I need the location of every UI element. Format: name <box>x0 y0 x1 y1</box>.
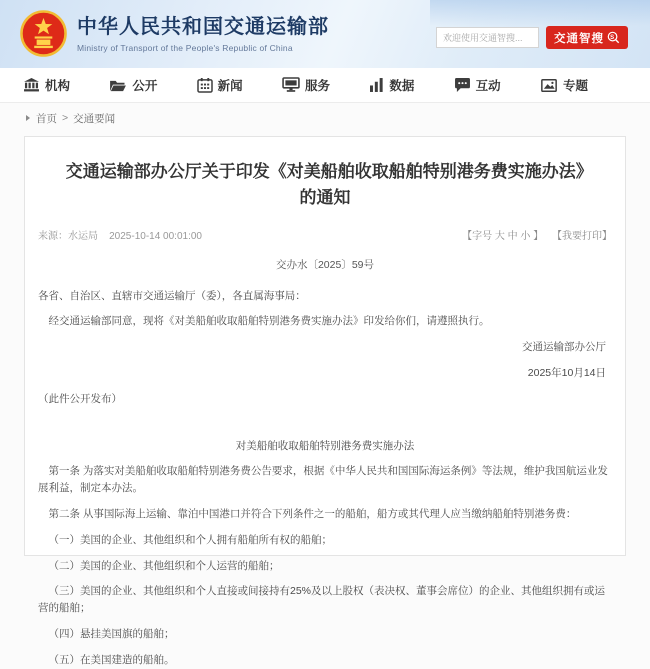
article-clause: 第二条 从事国际海上运输、靠泊中国港口并符合下列条件之一的船舶，船方或其代理人应当缴纳船舶特别港务费： <box>48 508 577 521</box>
article-meta-left <box>38 227 202 242</box>
nav-label: 专题 <box>562 79 588 93</box>
chat-icon <box>455 78 470 92</box>
monitor-icon <box>283 78 299 92</box>
article-meta <box>38 227 612 242</box>
bar-chart-icon <box>370 78 383 92</box>
article-title: 交通运输部办公厅关于印发《对美船舶收取船舶特别港务费实施办法》的通知 <box>65 162 585 208</box>
nav-item-xinwen[interactable] <box>198 76 243 94</box>
document-number: 交办水〔2025〕59号 <box>275 258 375 271</box>
article-source: 来源：水运局 <box>38 230 98 242</box>
nav-label: 机构 <box>45 79 71 93</box>
folder-icon <box>110 79 126 92</box>
nav-label: 服务 <box>304 79 330 93</box>
article-clause: 第一条 为落实对美船舶收取船舶特别港务费公告要求，根据《中华人民共和国国际海运条例》等法规，维护我国航运业发展利益，制定本办法。 <box>38 465 608 495</box>
site-brand <box>20 10 329 57</box>
article-clause: （二）美国的企业、其他组织和个人运营的船舶； <box>48 559 280 572</box>
search-area <box>436 26 628 49</box>
search-s-icon <box>607 31 620 44</box>
search-button-label: 交通智搜 <box>554 32 604 45</box>
nav-label: 公开 <box>132 79 158 93</box>
search-input[interactable] <box>436 27 539 48</box>
article-card <box>24 136 626 666</box>
salutation: 各省、自治区、直辖市交通运输厅（委），各直属海事局： <box>38 289 306 302</box>
nav-label: 互动 <box>475 79 501 93</box>
article-meta-right <box>462 227 612 242</box>
article-clause: （一）美国的企业、其他组织和个人拥有船舶所有权的船舶； <box>48 533 332 546</box>
signer: 交通运输部办公厅 <box>522 341 606 354</box>
print-button[interactable]: 【我要打印】 <box>552 230 612 242</box>
nav-item-gongkai[interactable] <box>110 76 157 94</box>
bank-icon <box>24 78 39 92</box>
nav-item-hudong[interactable] <box>455 76 501 94</box>
site-title: 中华人民共和国交通运输部 <box>77 15 329 38</box>
brand-text <box>77 15 329 53</box>
national-emblem-icon <box>20 10 67 57</box>
breadcrumb <box>0 103 650 133</box>
site-subtitle: Ministry of Transport of the People's Republic of China <box>77 42 293 53</box>
intro-paragraph: 经交通运输部同意，现将《对美船舶收取船舶特别港务费实施办法》印发给你们，请遵照执行。 <box>48 315 490 328</box>
nav-label: 新闻 <box>217 79 243 93</box>
breadcrumb-current: 交通要闻 <box>73 112 116 125</box>
font-size-control[interactable]: 【字号 大 中 小 】 <box>462 230 544 242</box>
measure-title: 对美船舶收取船舶特别港务费实施办法 <box>235 439 415 452</box>
main-nav <box>0 68 650 103</box>
article-clause: （三）美国的企业、其他组织和个人直接或间接持有25%及以上股权（表决权、董事会席位）的企业、其他组织拥有或运营的船舶； <box>38 585 606 615</box>
breadcrumb-home-link[interactable]: 首页 <box>36 112 57 125</box>
nav-item-fuwu[interactable] <box>283 76 330 94</box>
article-clause: （四）悬挂美国旗的船舶； <box>48 628 175 641</box>
sign-date: 2025年10月14日 <box>527 367 606 380</box>
picture-icon <box>541 79 557 92</box>
nav-item-jigou[interactable] <box>24 76 70 94</box>
breadcrumb-separator: > <box>62 112 69 124</box>
article-clause: （五）在美国建造的船舶。 <box>48 653 175 666</box>
breadcrumb-arrow-icon <box>26 115 30 121</box>
article-body <box>38 288 612 669</box>
public-note: （此件公开发布） <box>38 392 122 405</box>
site-header <box>0 0 650 68</box>
nav-label: 数据 <box>389 79 415 93</box>
svg-text:S: S <box>610 34 616 41</box>
nav-item-shuju[interactable] <box>370 76 414 94</box>
article-datetime: 2025-10-14 00:01:00 <box>109 230 202 242</box>
search-button[interactable] <box>546 26 628 49</box>
nav-item-zhuanti[interactable] <box>541 76 588 94</box>
calendar-icon <box>198 78 212 92</box>
